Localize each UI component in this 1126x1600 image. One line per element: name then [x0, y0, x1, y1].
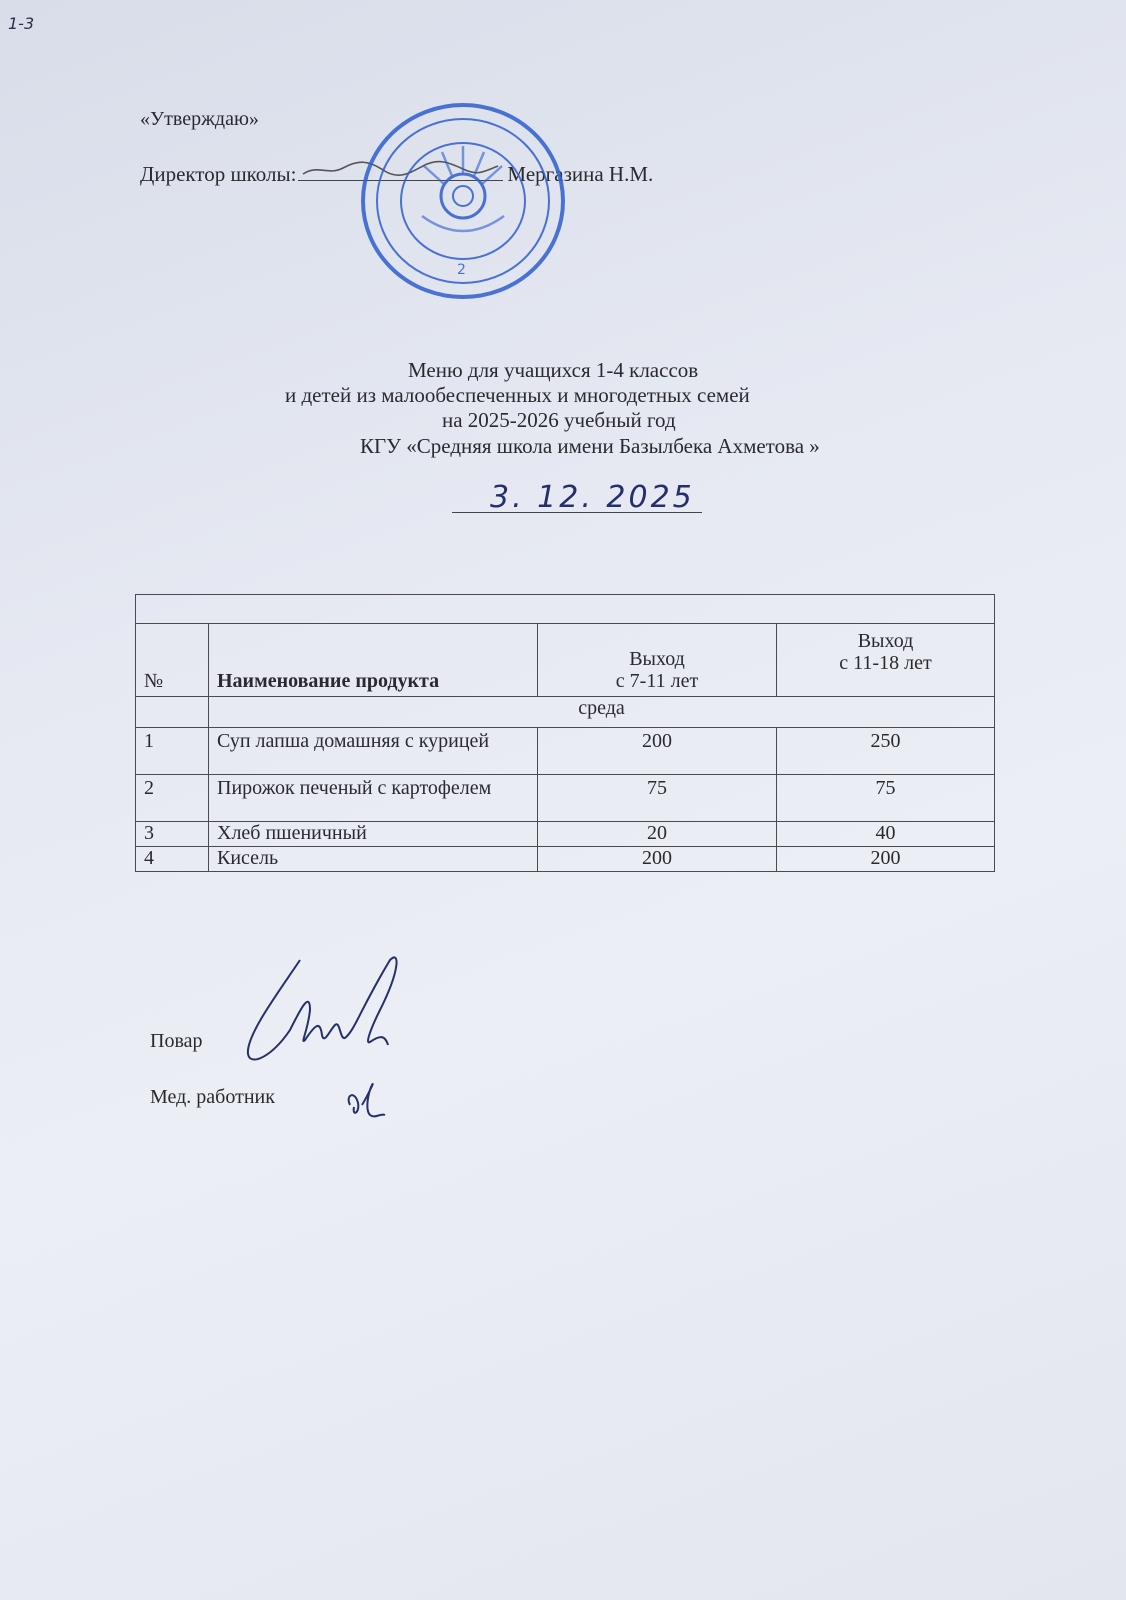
header-output-young: [538, 624, 777, 697]
header-output-old-line2: с 11-18 лет: [839, 652, 932, 674]
row-young: 20: [538, 822, 777, 847]
table-row: [136, 775, 995, 822]
med-worker-label: Мед. работник: [150, 1086, 275, 1108]
header-output-young-line1: Выход: [629, 648, 685, 670]
header-no-text: №: [144, 670, 164, 692]
title-line-1: Меню для учащихся 1-4 классов: [408, 358, 699, 382]
empty-cell: [136, 595, 995, 624]
header-no: [136, 624, 209, 697]
title-line-3: на 2025-2026 учебный год: [442, 408, 676, 432]
table-row: [136, 728, 995, 775]
table-header-row: [136, 624, 995, 697]
school-stamp-icon: [352, 96, 574, 306]
row-name: Пирожок печеный с картофелем: [209, 775, 538, 822]
header-output-young-line2: с 7-11 лет: [615, 670, 699, 692]
handwritten-date: 3. 12. 2025: [490, 480, 695, 515]
row-old: 75: [777, 775, 995, 822]
header-output-old: [777, 624, 995, 697]
header-output-old-line1: Выход: [857, 630, 914, 652]
row-young: 200: [538, 728, 777, 775]
cook-label: Повар: [150, 1030, 203, 1052]
menu-table: [135, 594, 995, 872]
table-empty-row: [136, 595, 995, 624]
day-empty-cell: [136, 697, 209, 728]
svg-text:2: 2: [457, 262, 466, 278]
row-no: 3: [136, 822, 209, 847]
row-young: 200: [538, 847, 777, 872]
row-old: 200: [777, 847, 995, 872]
approval-heading: «Утверждаю»: [140, 108, 259, 130]
cook-signature-icon: [240, 950, 420, 1070]
row-old: 40: [777, 822, 995, 847]
header-name: Наименование продукта: [209, 624, 538, 697]
row-name: Суп лапша домашняя с курицей: [209, 728, 538, 775]
director-label: Директор школы:: [140, 162, 297, 186]
title-line-4: КГУ «Средняя школа имени Базылбека Ахметова »: [360, 434, 820, 458]
med-worker-signature-icon: [340, 1075, 390, 1120]
row-name: Хлеб пшеничный: [209, 822, 538, 847]
table-row: [136, 847, 995, 872]
row-no: 4: [136, 847, 209, 872]
title-line-2: и детей из малообеспеченных и многодетных семей: [285, 383, 750, 407]
row-old: 250: [777, 728, 995, 775]
handwritten-page-note: 1-3: [8, 14, 35, 33]
row-name: Кисель: [209, 847, 538, 872]
table-day-row: [136, 697, 995, 728]
day-label: среда: [209, 697, 995, 728]
row-no: 1: [136, 728, 209, 775]
director-name: Мергазина Н.М.: [507, 162, 654, 186]
row-young: 75: [538, 775, 777, 822]
table-row: [136, 822, 995, 847]
row-no: 2: [136, 775, 209, 822]
